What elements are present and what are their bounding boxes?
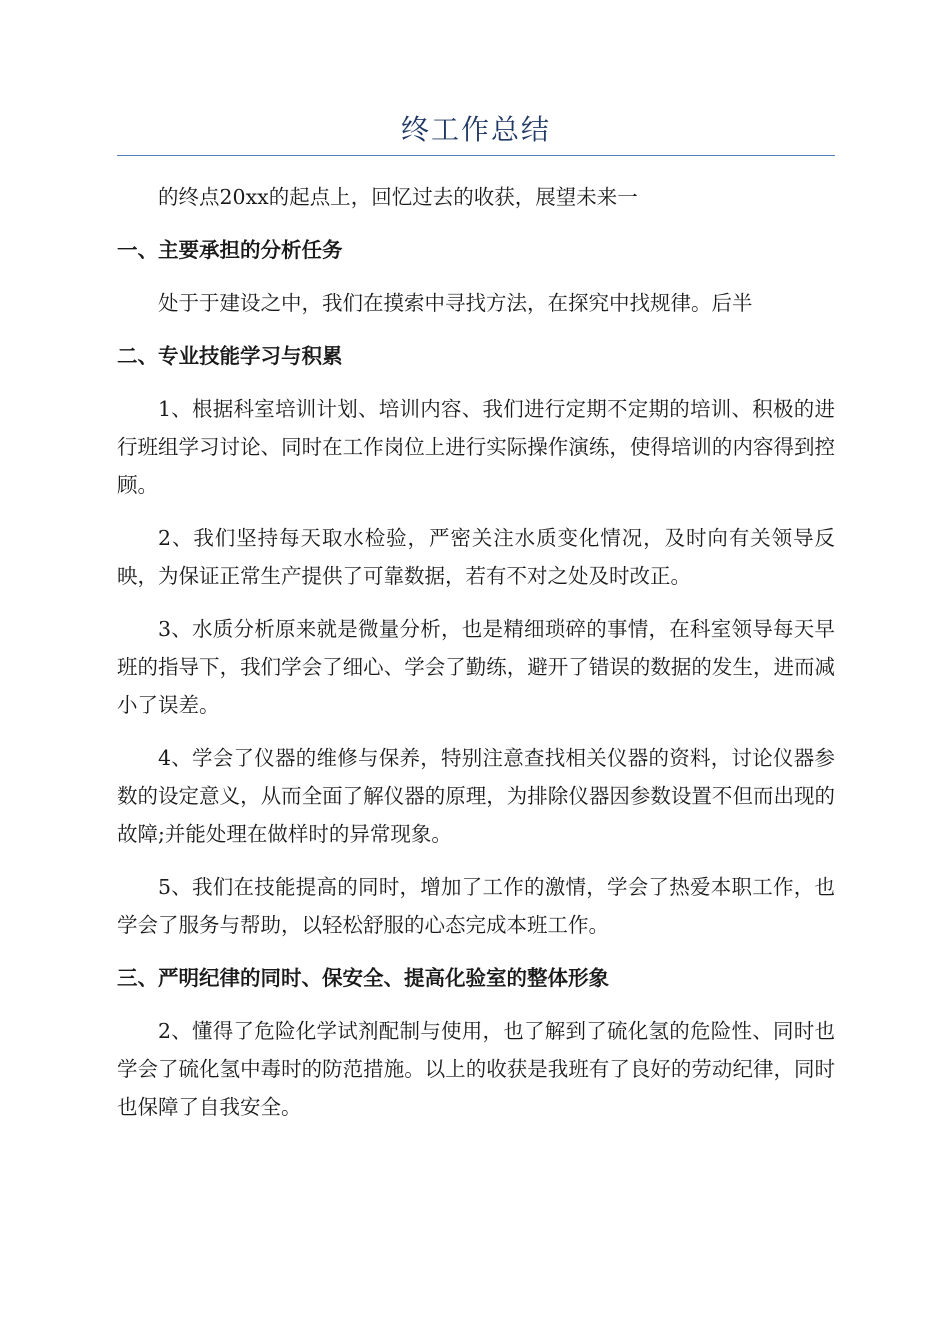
section-3-paragraph-1: 2、懂得了危险化学试剂配制与使用，也了解到了硫化氢的危险性、同时也学会了硫化氢中毒时的防范措施。以上的收获是我班有了良好的劳动纪律，同时也保障了自我安全。: [117, 1019, 835, 1119]
section-3-heading: 三、严明纪律的同时、保安全、提高化验室的整体形象: [117, 966, 609, 990]
document-page: [117, 110, 835, 1141]
document-title: 终工作总结: [400, 113, 551, 146]
section-1-paragraph: 处于于建设之中，我们在摸索中寻找方法，在探究中找规律。后半: [158, 291, 753, 315]
intro-paragraph: 的终点20xx的起点上，回忆过去的收获，展望未来一: [158, 185, 638, 209]
title-block: [117, 110, 835, 156]
section-2-paragraph-2: 2、我们坚持每天取水检验，严密关注水质变化情况，及时向有关领导反映，为保证正常生产提供了可靠数据，若有不对之处及时改正。: [117, 526, 835, 588]
section-2-paragraph-1: 1、根据科室培训计划、培训内容、我们进行定期不定期的培训、积极的进行班组学习讨论、同时在工作岗位上进行实际操作演练，使得培训的内容得到控顾。: [117, 397, 835, 497]
section-1-heading: 一、主要承担的分析任务: [117, 238, 343, 262]
section-2-paragraph-5: 5、我们在技能提高的同时，增加了工作的激情，学会了热爱本职工作，也学会了服务与帮助，以轻松舒服的心态完成本班工作。: [117, 875, 835, 937]
section-2-paragraph-4: 4、学会了仪器的维修与保养，特别注意查找相关仪器的资料，讨论仪器参数的设定意义，从而全面了解仪器的原理，为排除仪器因参数设置不但而出现的故障;并能处理在做样时的异常现象。: [117, 746, 835, 846]
section-2-paragraph-3: 3、水质分析原来就是微量分析，也是精细琐碎的事情，在科室领导每天早班的指导下，我们学会了细心、学会了勤练，避开了错误的数据的发生，进而减小了误差。: [117, 617, 835, 717]
section-2-heading: 二、专业技能学习与积累: [117, 344, 343, 368]
